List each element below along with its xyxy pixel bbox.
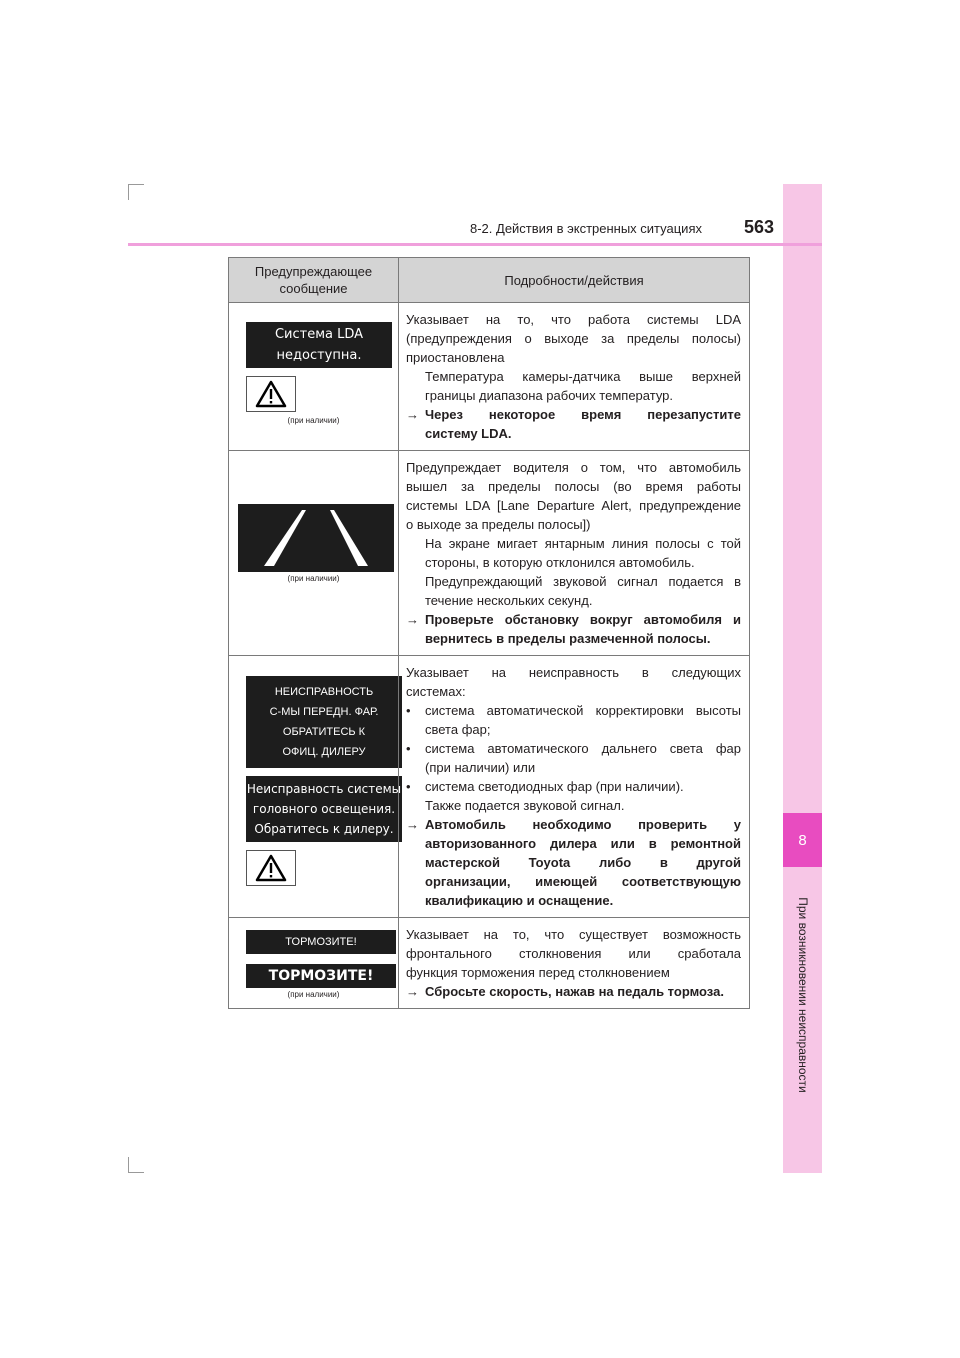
col-header-message: Предупреждающее сообщение [229, 258, 399, 303]
chapter-number-tab: 8 [783, 813, 822, 867]
text-line: Указывает на то, что работа системы LDA [406, 312, 741, 327]
display-text: ОБРАТИТЕСЬ К [282, 726, 366, 738]
text-line: света фар; [425, 722, 491, 737]
action-line [406, 815, 741, 834]
text-line: системы LDA [Lane Departure Alert, предупреждение [406, 498, 741, 513]
action-text: квалификацию и оснащение. [425, 893, 614, 908]
availability-note: (при наличии) [287, 574, 340, 583]
action-text: авторизованного дилера или в ремонтной [425, 836, 741, 851]
text-line: функция торможения перед столкновением [406, 965, 670, 980]
text-line: Предупреждает водителя о том, что автомобиль [406, 460, 741, 475]
action-line [406, 982, 741, 1001]
display-text: ОФИЦ. ДИЛЕРУ [282, 746, 366, 758]
arrow-icon: → [406, 817, 419, 832]
warning-triangle-icon [246, 850, 296, 886]
action-text: организации, имеющей соответствующую [425, 874, 741, 889]
display-text: С-МЫ ПЕРЕДН. ФАР. [269, 706, 379, 718]
message-cell [229, 656, 402, 918]
text-line: о выходе за пределы полосы]) [406, 517, 591, 532]
table-row [229, 918, 750, 1009]
text-line: приостановлена [406, 350, 505, 365]
arrow-icon: → [406, 407, 419, 422]
text-line: Указывает на то, что существует возможность [406, 927, 741, 942]
headlight-malfunction-display-alt [246, 776, 402, 842]
list-item [406, 739, 741, 758]
action-text: Проверьте обстановку вокруг автомобиля и [425, 612, 741, 627]
text-line: Также подается звуковой сигнал. [425, 798, 625, 813]
display-text: Обратитесь к дилеру. [254, 822, 394, 836]
table-row [229, 303, 750, 451]
text-line: Предупреждающий звуковой сигнал подается в [425, 574, 741, 589]
chapter-title-text: При возникновении неисправности [795, 897, 810, 1093]
details-cell [399, 303, 750, 451]
display-text: ТОРМОЗИТЕ! [268, 967, 374, 984]
list-item [406, 777, 741, 796]
text-line: Температура камеры-датчика выше верхней [425, 369, 741, 384]
action-text: Сбросьте скорость, нажав на педаль тормоза. [425, 984, 724, 999]
crop-mark [128, 184, 144, 185]
list-item [406, 701, 741, 720]
availability-note: (при наличии) [287, 416, 340, 425]
message-cell [229, 918, 399, 1009]
text-line: На экране мигает янтарным линия полосы с той [425, 536, 741, 551]
action-text: систему LDA. [425, 426, 512, 441]
display-text: Неисправность системы [246, 782, 402, 796]
brake-display [246, 930, 396, 954]
crop-mark [128, 184, 129, 200]
details-cell [399, 451, 750, 656]
arrow-icon: → [406, 612, 419, 627]
text-line: вышел за пределы полосы (во время работы [406, 479, 741, 494]
header-rule [128, 243, 822, 246]
text-line: (предупреждения о выходе за пределы полосы) [406, 331, 741, 346]
chapter-title [783, 880, 822, 1110]
display-text: Система LDA [274, 327, 364, 342]
action-text: Через некоторое время перезапустите [425, 407, 741, 422]
bullet: • [406, 741, 411, 756]
display-text: ТОРМОЗИТЕ! [285, 936, 357, 948]
table-header-row [229, 258, 750, 303]
headlight-malfunction-display [246, 676, 402, 768]
message-cell [229, 451, 399, 656]
text-line: системах: [406, 684, 466, 699]
text-line: стороны, в которую отклонился автомобиль. [425, 555, 695, 570]
table-row [229, 656, 750, 918]
availability-note: (при наличии) [287, 990, 340, 999]
text-line: система автоматического дальнего света фар [425, 741, 741, 756]
text-line: фронтального столкновения или сработала [406, 946, 741, 961]
text-line: границы диапазона рабочих температур. [425, 388, 674, 403]
table-row [229, 451, 750, 656]
text-line: Указывает на неисправность в следующих [406, 665, 741, 680]
action-text: вернитесь в пределы размеченной полосы. [425, 631, 711, 646]
warning-messages-table [228, 257, 750, 1009]
action-text: Автомобиль необходимо проверить у [425, 817, 741, 832]
crop-mark [128, 1172, 144, 1173]
warning-triangle-icon [246, 376, 296, 412]
arrow-icon: → [406, 984, 419, 999]
text-line: течение нескольких секунд. [425, 593, 593, 608]
display-text: недоступна. [276, 348, 362, 363]
bullet: • [406, 779, 411, 794]
lane-departure-display [238, 504, 394, 572]
lda-unavailable-display [246, 322, 392, 368]
display-text: головного освещения. [252, 802, 396, 816]
text-line: система светодиодных фар (при наличии). [425, 779, 684, 794]
action-line [406, 610, 741, 629]
page-number: 563 [744, 217, 775, 237]
brake-display-alt [246, 964, 396, 988]
action-text: мастерской Toyota либо в другой [425, 855, 741, 870]
section-title: 8-2. Действия в экстренных ситуациях [470, 221, 702, 236]
action-line [406, 405, 741, 424]
text-line: (при наличии) или [425, 760, 536, 775]
text-line: система автоматической корректировки высоты [425, 703, 741, 718]
details-cell [399, 656, 750, 918]
details-cell [399, 918, 750, 1009]
col-header-details: Подробности/действия [399, 258, 750, 303]
crop-mark [128, 1157, 129, 1173]
message-cell [229, 303, 399, 451]
lane-lines-icon [238, 504, 394, 572]
display-text: НЕИСПРАВНОСТЬ [274, 686, 374, 698]
bullet: • [406, 703, 411, 718]
